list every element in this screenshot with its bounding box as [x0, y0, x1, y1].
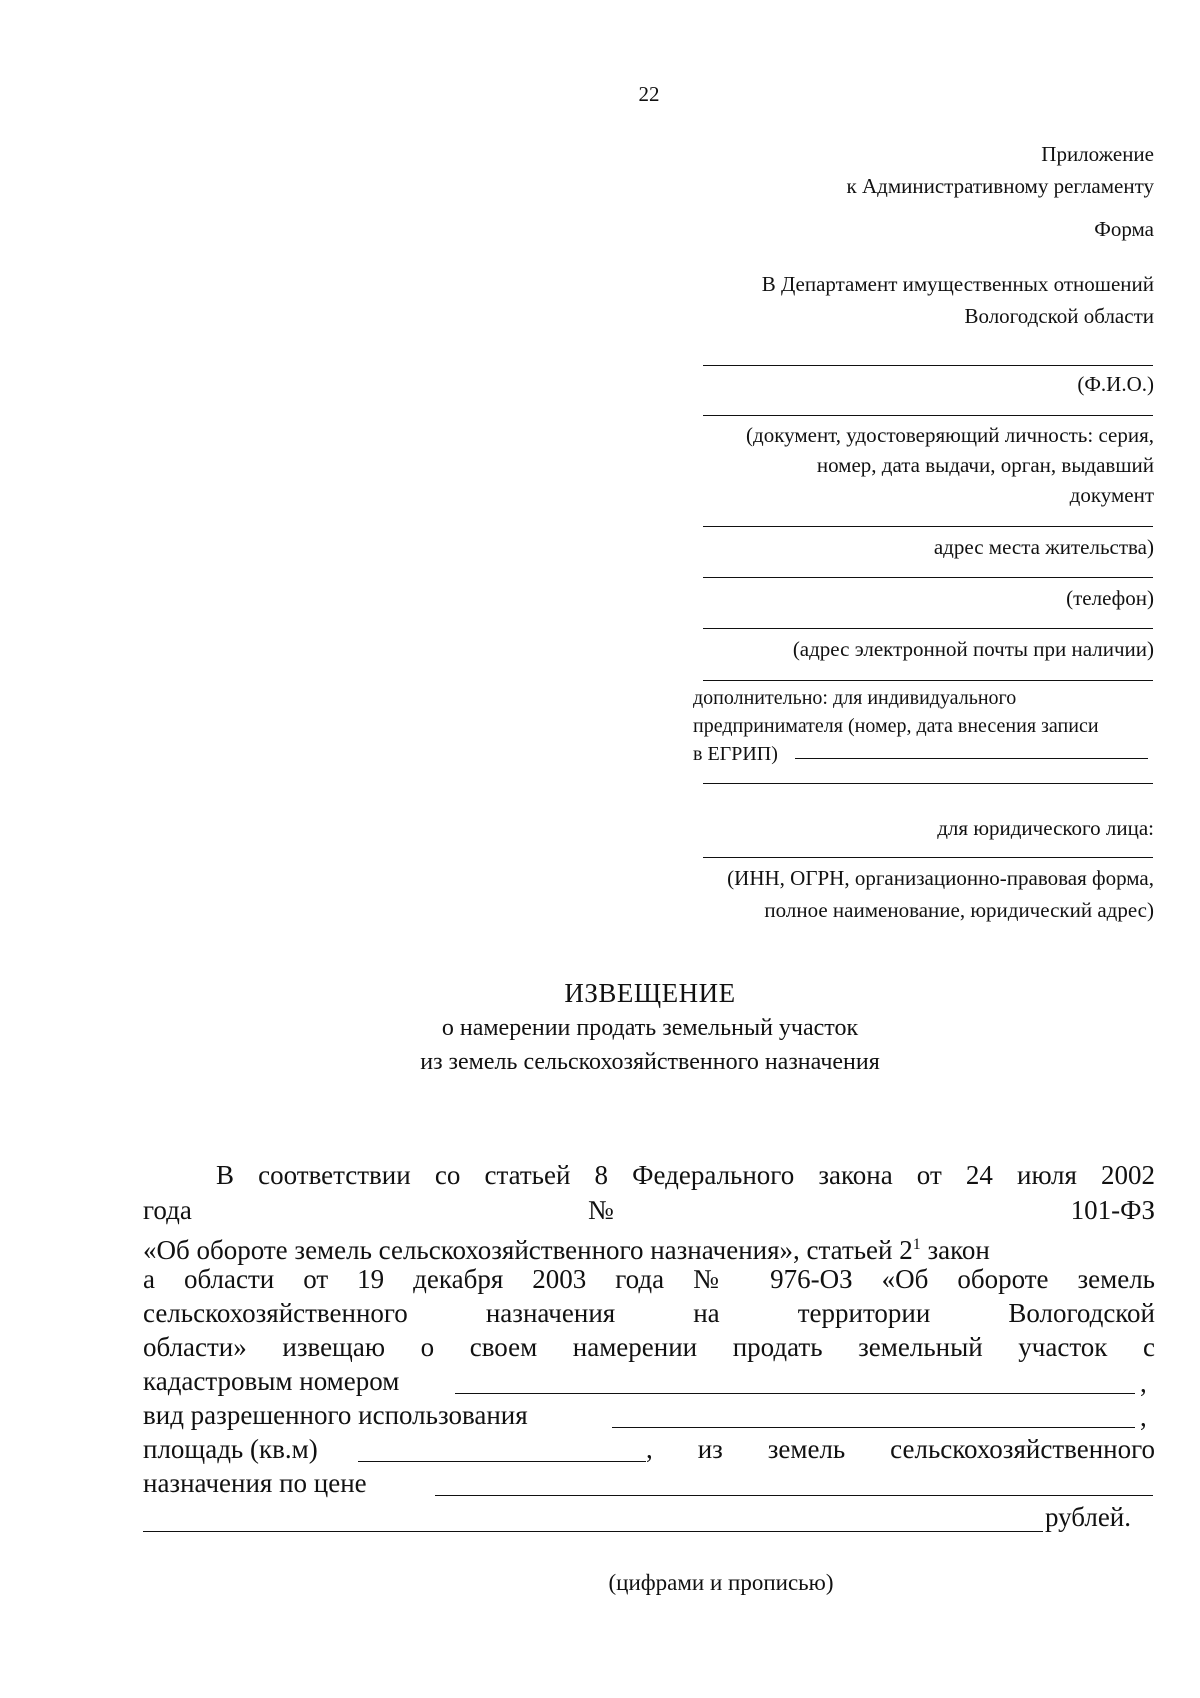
legal-entity-line[interactable] — [703, 857, 1153, 858]
email-caption: (адрес электронной почты при наличии) — [792, 637, 1154, 661]
fio-line[interactable] — [703, 365, 1153, 366]
body-line-6: области» извещаю о своем намерении продать земельный участок с — [143, 1332, 1155, 1362]
notice-subtitle-1: о намерении продать земельный участок — [441, 1015, 859, 1041]
appendix-line-2: к Административному регламенту — [846, 174, 1154, 198]
entrepreneur-caption — [693, 684, 1099, 768]
price-caption: (цифрами и прописью) — [608, 1570, 834, 1595]
permitted-use-comma: , — [1140, 1402, 1147, 1432]
legal-details-line-2: полное наименование, юридический адрес) — [764, 898, 1154, 922]
area-suffix: , из земель сельскохозяйственного — [646, 1434, 1155, 1464]
legal-details-caption — [727, 862, 1154, 926]
legal-details-line-1: (ИНН, ОГРН, организационно-правовая форма, — [727, 866, 1154, 890]
notice-subtitle-2: из земель сельскохозяйственного назначения — [420, 1049, 880, 1075]
appendix-line-1: Приложение — [1041, 142, 1154, 166]
appendix-label — [847, 138, 1154, 202]
permitted-use-label: вид разрешенного использования — [143, 1400, 528, 1430]
price-label: назначения по цене — [143, 1468, 367, 1498]
price-field[interactable] — [435, 1495, 1153, 1496]
addressee — [762, 268, 1154, 332]
cadastral-number-field[interactable] — [455, 1393, 1135, 1394]
egrip-line[interactable] — [795, 758, 1148, 759]
identity-doc-caption-line-2: номер, дата выдачи, орган, выдавший — [816, 453, 1154, 477]
body-line-5: сельскохозяйственного назначения на территории Вологодской — [143, 1298, 1155, 1328]
addressee-line-1: В Департамент имущественных отношений — [761, 272, 1154, 296]
identity-doc-caption — [746, 420, 1154, 510]
addressee-line-2: Вологодской области — [964, 304, 1154, 328]
body-line-2-number-sign: № — [588, 1195, 614, 1225]
form-label: Форма — [1094, 217, 1154, 241]
fio-caption: (Ф.И.О.) — [1077, 372, 1154, 396]
body-line-1: В соответствии со статьей 8 Федерального закона от 24 июля 2002 — [216, 1160, 1155, 1190]
email-line[interactable] — [703, 628, 1153, 629]
notice-title: ИЗВЕЩЕНИЕ — [564, 978, 736, 1008]
entrepreneur-caption-line-1: дополнительно: для индивидуального — [693, 687, 1017, 709]
identity-doc-caption-line-1: (документ, удостоверяющий личность: серия, — [746, 423, 1154, 447]
price-words-field[interactable] — [143, 1531, 1043, 1532]
phone-caption: (телефон) — [1066, 586, 1154, 610]
area-label: площадь (кв.м) — [143, 1434, 318, 1464]
body-line-3-text: «Об обороте земель сельскохозяйственного назначения», статьей 2 — [143, 1235, 913, 1265]
identity-doc-caption-line-3: документ — [1069, 483, 1154, 507]
rubles-label: рублей. — [1045, 1502, 1132, 1532]
legal-entity-label: для юридического лица: — [937, 816, 1154, 840]
area-field[interactable] — [358, 1461, 646, 1462]
residence-address-caption: адрес места жительства) — [933, 535, 1154, 559]
body-line-2-year: года — [143, 1195, 192, 1225]
body-line-3-superscript: 1 — [912, 1236, 921, 1253]
entrepreneur-caption-line-3: в ЕГРИП) — [693, 743, 778, 765]
body-line-2 — [143, 1193, 1155, 1227]
page-number: 22 — [638, 82, 660, 106]
entrepreneur-top-line[interactable] — [703, 680, 1153, 681]
body-line-2-law-number: 101-ФЗ — [1070, 1195, 1155, 1225]
phone-line[interactable] — [703, 577, 1153, 578]
permitted-use-field[interactable] — [612, 1427, 1135, 1428]
cadastral-comma: , — [1140, 1368, 1147, 1398]
entrepreneur-caption-line-2: предпринимателя (номер, дата внесения записи — [693, 715, 1099, 737]
body-line-3-end: закон — [927, 1235, 990, 1265]
entrepreneur-bottom-line[interactable] — [703, 783, 1153, 784]
cadastral-number-label: кадастровым номером — [143, 1366, 400, 1396]
identity-doc-line[interactable] — [703, 415, 1153, 416]
residence-address-line[interactable] — [703, 526, 1153, 527]
body-line-4: а области от 19 декабря 2003 года № 976-ОЗ «Об обороте земель — [143, 1264, 1155, 1294]
